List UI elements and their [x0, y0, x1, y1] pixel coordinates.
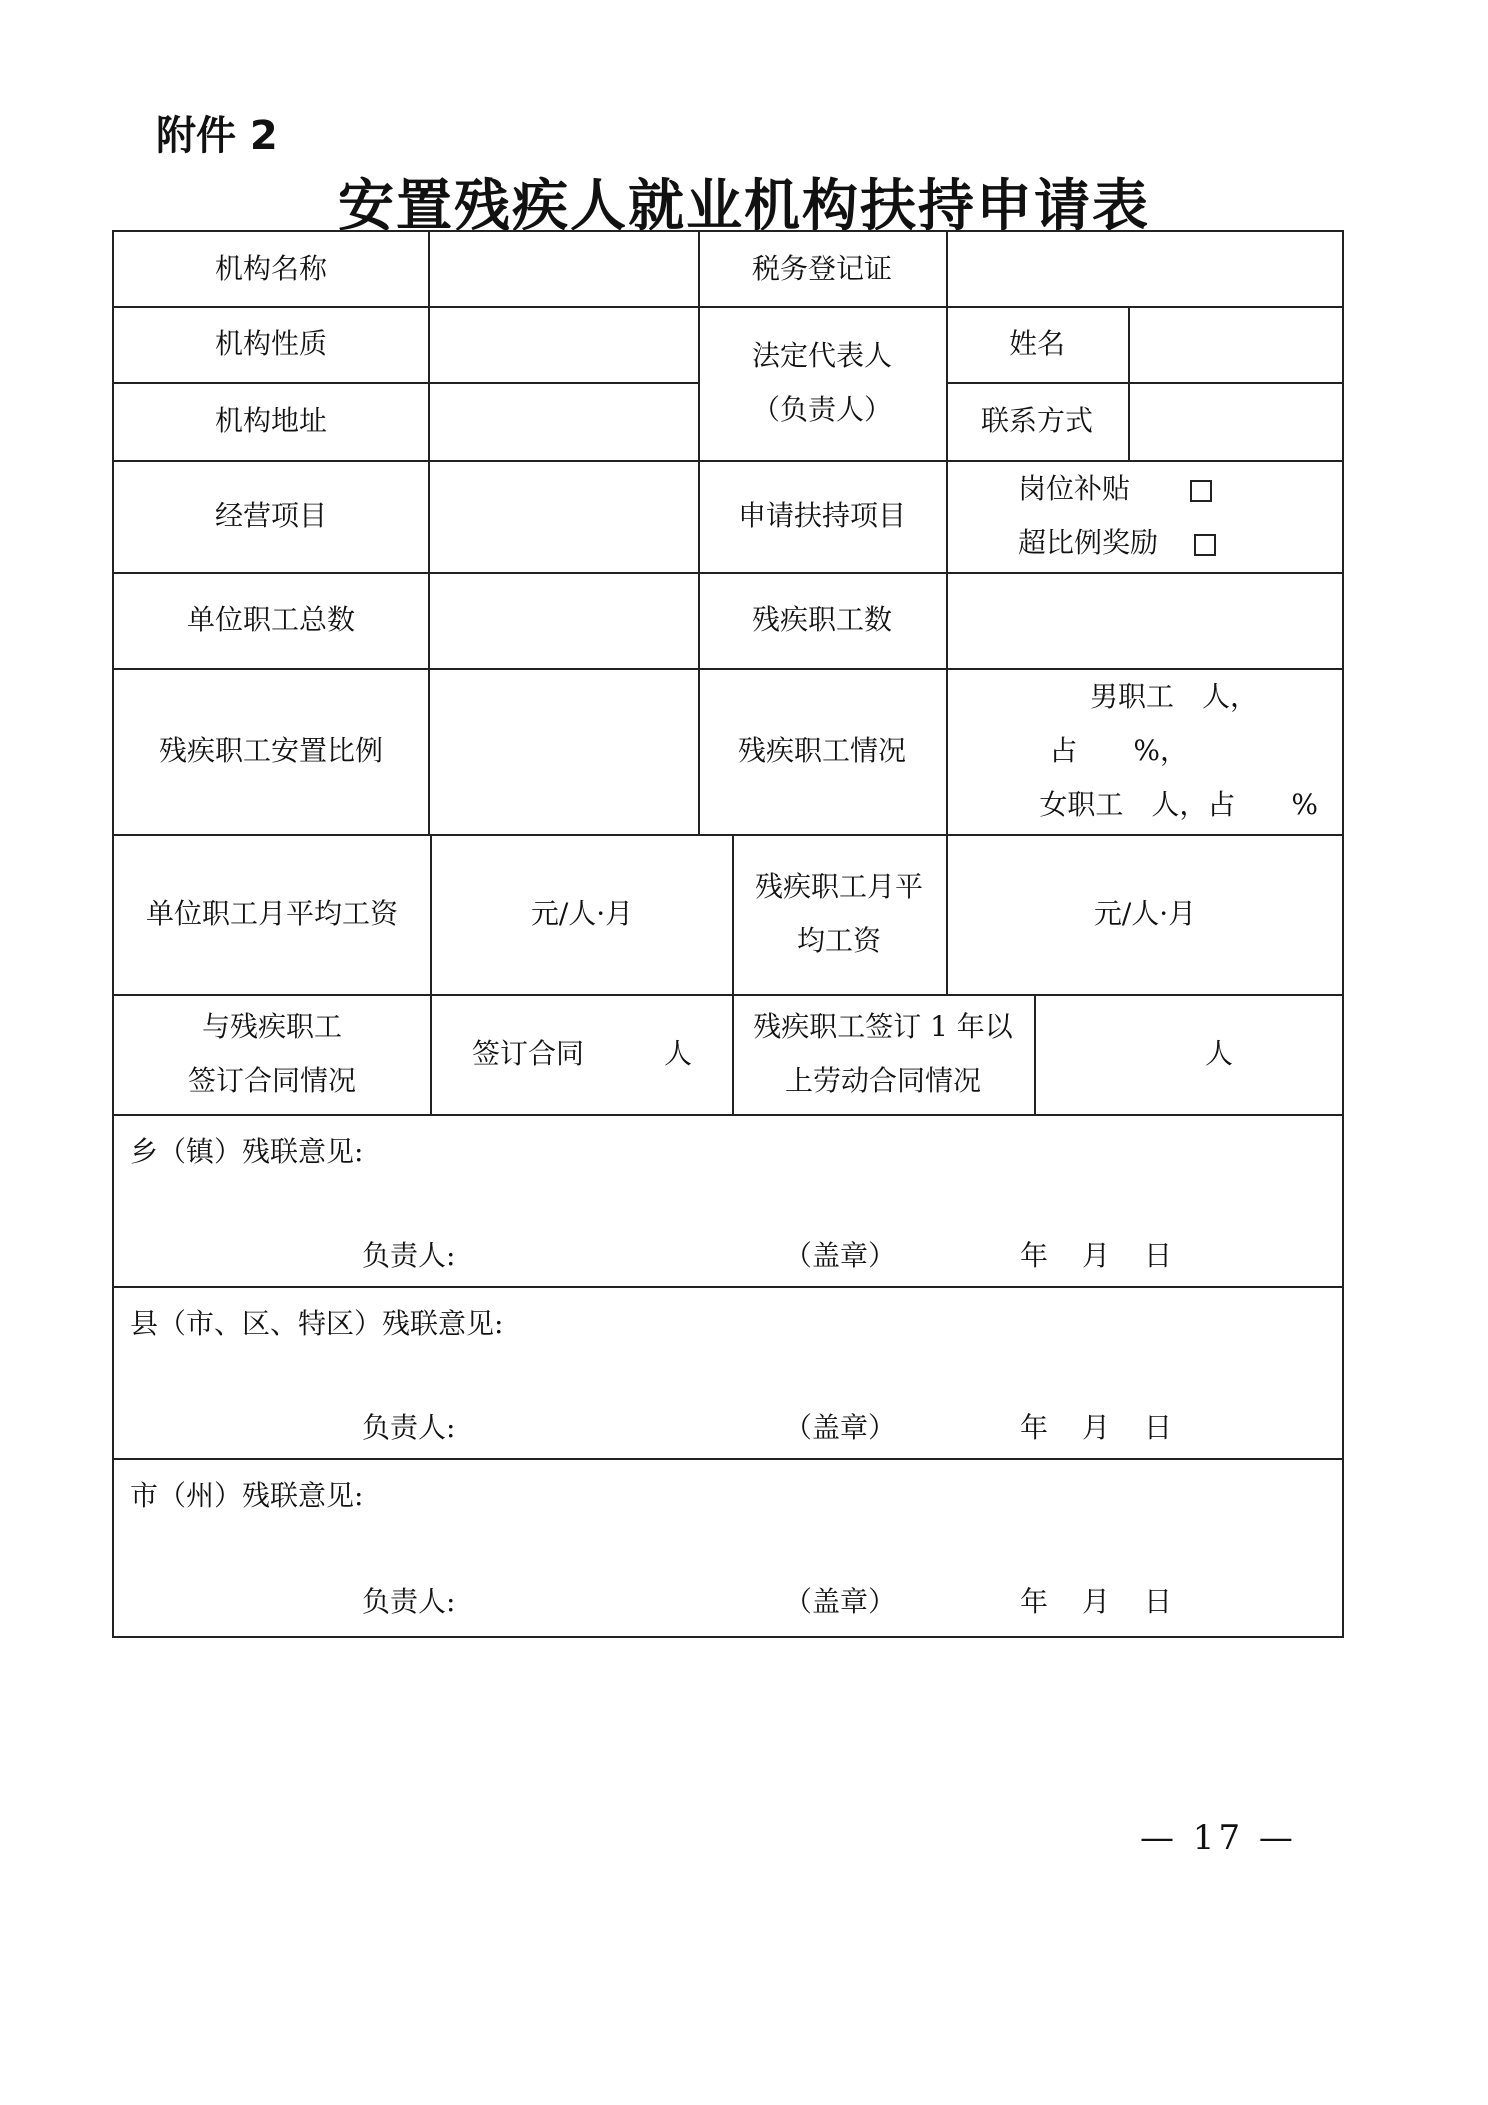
org-name-label: 机构名称 — [214, 252, 327, 285]
long-contract-label — [732, 994, 1034, 1114]
status-line-2: 占 %， — [1049, 734, 1188, 767]
long-contract-label-line2: 上劳动合同情况 — [784, 1064, 981, 1097]
seal-label: （盖章） — [784, 1239, 897, 1272]
month-label: 月 — [1082, 1411, 1111, 1444]
day-label: 日 — [1144, 1585, 1173, 1618]
year-label: 年 — [1020, 1411, 1049, 1444]
page-number: — 17 — — [1140, 1818, 1297, 1858]
org-address-field[interactable] — [430, 382, 698, 460]
long-contract-label-line1: 残疾职工签订 1 年以 — [753, 1010, 1013, 1043]
contract-field[interactable] — [432, 994, 732, 1114]
total-staff-field[interactable] — [430, 572, 698, 668]
avg-wage-label: 单位职工月平均工资 — [145, 897, 398, 930]
support-options — [948, 460, 1342, 572]
long-contract-field[interactable]: 人 — [1204, 1037, 1233, 1070]
application-form — [112, 230, 1344, 1638]
legal-rep-label-line2: （负责人） — [751, 393, 892, 426]
year-label: 年 — [1020, 1239, 1049, 1272]
legal-rep-label — [698, 306, 946, 460]
contract-label-line2: 签订合同情况 — [187, 1064, 356, 1097]
disabled-wage-field[interactable]: 元/人·月 — [1093, 897, 1197, 930]
attachment-label: 附件 2 — [156, 113, 278, 159]
disabled-status-label: 残疾职工情况 — [737, 734, 906, 767]
contract-unit: 人 — [663, 1037, 692, 1070]
seal-label: （盖章） — [784, 1585, 897, 1618]
responsible-person-label: 负责人: — [362, 1585, 456, 1618]
org-name-field[interactable] — [430, 232, 698, 306]
checkbox[interactable] — [1194, 534, 1216, 556]
org-address-label: 机构地址 — [214, 404, 327, 437]
support-items-label: 申请扶持项目 — [737, 499, 906, 532]
name-field[interactable] — [1130, 306, 1342, 382]
day-label: 日 — [1144, 1411, 1173, 1444]
support-option-1: 岗位补贴 — [1018, 462, 1212, 516]
status-line-3: 女职工 人，占 % — [1039, 788, 1318, 821]
responsible-person-label: 负责人: — [362, 1411, 456, 1444]
total-staff-label: 单位职工总数 — [186, 603, 355, 636]
seal-label: （盖章） — [784, 1411, 897, 1444]
disabled-status-field[interactable] — [948, 668, 1342, 834]
status-line-1: 男职工 人， — [1089, 680, 1258, 713]
month-label: 月 — [1082, 1585, 1111, 1618]
legal-rep-label-line1: 法定代表人 — [751, 339, 892, 372]
disabled-staff-label: 残疾职工数 — [751, 603, 892, 636]
township-opinion-title: 乡（镇）残联意见: — [130, 1135, 364, 1168]
year-label: 年 — [1020, 1585, 1049, 1618]
business-label: 经营项目 — [214, 499, 327, 532]
tax-reg-label: 税务登记证 — [751, 252, 892, 285]
page-title: 安置残疾人就业机构扶持申请表 — [338, 174, 1150, 239]
support-option-2: 超比例奖励 — [1018, 516, 1216, 570]
tax-reg-field[interactable] — [948, 232, 1342, 306]
month-label: 月 — [1082, 1239, 1111, 1272]
contact-field[interactable] — [1130, 382, 1342, 460]
contract-label-line1: 与残疾职工 — [201, 1010, 342, 1043]
org-nature-label: 机构性质 — [214, 327, 327, 360]
county-opinion-title: 县（市、区、特区）残联意见: — [130, 1307, 504, 1340]
disabled-wage-label-line1: 残疾职工月平 — [754, 870, 923, 903]
contract-label — [114, 994, 430, 1114]
city-opinion-title: 市（州）残联意见: — [130, 1479, 364, 1512]
org-nature-field[interactable] — [430, 306, 698, 382]
county-opinion-section[interactable] — [114, 1286, 1342, 1458]
placement-ratio-label: 残疾职工安置比例 — [158, 734, 383, 767]
contact-label: 联系方式 — [980, 404, 1093, 437]
business-field[interactable] — [430, 460, 698, 572]
disabled-wage-label — [732, 834, 946, 994]
city-opinion-section[interactable] — [114, 1458, 1342, 1636]
disabled-wage-label-line2: 均工资 — [796, 924, 881, 957]
township-opinion-section[interactable] — [114, 1114, 1342, 1286]
contract-signed-label: 签订合同 — [472, 1037, 585, 1070]
name-label: 姓名 — [1008, 327, 1065, 360]
day-label: 日 — [1144, 1239, 1173, 1272]
responsible-person-label: 负责人: — [362, 1239, 456, 1272]
avg-wage-field[interactable]: 元/人·月 — [530, 897, 634, 930]
placement-ratio-field[interactable] — [430, 668, 698, 834]
disabled-staff-field[interactable] — [948, 572, 1342, 668]
checkbox[interactable] — [1190, 480, 1212, 502]
